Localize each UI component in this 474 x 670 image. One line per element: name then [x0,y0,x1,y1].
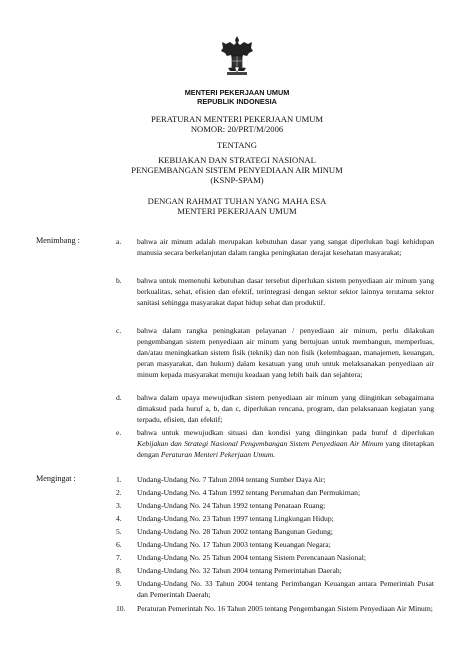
minister-line-1: MENTERI PEKERJAAN UMUM [184,88,290,97]
item-text: Undang-Undang No. 25 Tahun 2004 tentang Sistem Perencanaan Nasional; [137,553,366,562]
item-text: Undang-Undang No. 7 Tahun 2004 tentang Sumber Daya Air; [137,475,326,484]
considering-item-e [116,427,434,460]
minister-line-2: REPUBLIK INDONESIA [197,97,277,106]
item-marker: 1. [116,475,122,484]
item-marker: 7. [116,553,122,562]
item-marker: 2. [116,488,122,497]
considering-item-b [116,275,434,308]
regulation-title-line-1: PERATURAN MENTERI PEKERJAAN UMUM [150,114,324,124]
item-marker: b. [116,276,122,285]
recalling-item-7 [116,552,434,563]
considering-label: Menimbang : [36,236,80,245]
item-marker: e. [116,428,122,437]
recalling-item-4 [116,513,434,524]
item-marker: 4. [116,514,122,523]
item-text: bahwa dalam upaya mewujudkan sistem penyediaan air minum yang diinginkan sebagaimana dimaksud pada huruf a, b, dan c, diperlukan rencana, program, dan pelaksanaan kegiatan yang terpadu, efisien, dan efektif; [137,393,434,425]
item-text-part-1: bahwa untuk mewujudkan situasi dan kondisi yang diinginkan pada huruf d diperlukan [137,428,434,437]
item-text: Undang-Undang No. 32 Tahun 2004 tentang Pemerintahan Daerah; [137,566,342,575]
recalling-item-2 [116,487,434,498]
item-text: Undang-Undang No. 28 Tahun 2002 tentang Bangunan Gedung; [137,527,333,536]
item-text: Undang-Undang No. 33 Tahun 2004 tentang Perimbangan Keuangan antara Pemerintah Pusat dan Pemerintah Daerah; [137,579,434,600]
recalling-item-8 [116,565,434,576]
item-text: Undang-Undang No. 24 Tahun 1992 tentang Penataan Ruang; [137,501,326,510]
recalling-item-5 [116,526,434,537]
regulation-title-line-2: NOMOR: 20/PRT/M/2006 [190,124,284,134]
item-marker: a. [116,237,122,246]
recalling-item-10 [116,603,434,614]
item-marker: 6. [116,540,122,549]
recalling-item-9 [116,578,434,600]
recalling-item-3 [116,500,434,511]
item-text: Undang-Undang No. 23 Tahun 1997 tentang Lingkungan Hidup; [137,514,334,523]
item-text-italic-1: Kebijakan dan Strategi Nasional Pengembangan Sistem Penyediaan Air Minum [137,439,384,449]
item-marker: 8. [116,566,122,575]
item-marker: 5. [116,527,122,536]
regulation-subject-line-3: (KSNP-SPAM) [210,175,264,185]
item-text: bahwa untuk memenuhi kebutuhan dasar tersebut diperlukan sistem penyediaan air minum yang berkualitas, sehat, efisien dan efektif, terintegrasi dengan sektor sektor lainnya terutama sektor sanitasi sehingga masyarakat dapat hidup sehat dan produktif. [137,276,434,308]
recalling-item-1 [116,474,434,485]
regulation-grace-line-2: MENTERI PEKERJAAN UMUM [177,206,297,216]
recalling-item-6 [116,539,434,550]
regulation-about: TENTANG [217,140,257,150]
regulation-subject-line-2: PENGEMBANGAN SISTEM PENYEDIAAN AIR MINUM [131,165,343,175]
item-text: Peraturan Pemerintah No. 16 Tahun 2005 tentang Pengembangan Sistem Penyediaan Air Minum; [137,604,433,613]
item-text [137,427,434,460]
regulation-subject-line-1: KEBIJAKAN DAN STRATEGI NASIONAL [158,155,316,165]
item-text-part-2: yang ditetapkan dengan [137,439,434,460]
garuda-emblem-icon [219,32,255,78]
regulation-grace-line-1: DENGAN RAHMAT TUHAN YANG MAHA ESA [147,196,327,206]
considering-item-a [116,236,434,258]
item-marker: d. [116,393,122,402]
item-text: Undang-Undang No. 4 Tahun 1992 tentang Perumahan dan Permukiman; [137,488,361,497]
item-marker: 10. [116,604,126,613]
item-marker: 9. [116,579,122,588]
recalling-label: Mengingat : [36,474,76,483]
considering-item-c [116,325,434,380]
item-marker: c. [116,326,122,335]
item-marker: 3. [116,501,122,510]
item-text-italic-2: Peraturan Menteri Pekerjaan Umum. [160,450,276,460]
item-text: bahwa dalam rangka peningkatan pelayanan / penyediaan air minum, perlu dilakukan pengembangan sistem penyediaan air minum yang bertujuan untuk membangun, memperluas, dan/atau meningkatkan sistem fisik (teknik) dan non fisik (kelembagaan, manajemen, keuangan, peran masyarakat, dan hukum) dalam kesatuan yang utuh untuk melaksanakan penyediaan air minum kepada masyarakat menuju keadaan yang lebih baik dan sejahtera; [137,326,434,380]
item-text: bahwa air minum adalah merupakan kebutuhan dasar yang sangat diperlukan bagi kehidupan manusia secara berkelanjutan dalam rangka peningkatan derajat kesehatan masyarakat; [137,237,434,258]
item-text: Undang-Undang No. 17 Tahun 2003 tentang Keuangan Negara; [137,540,331,549]
considering-item-d [116,392,434,425]
